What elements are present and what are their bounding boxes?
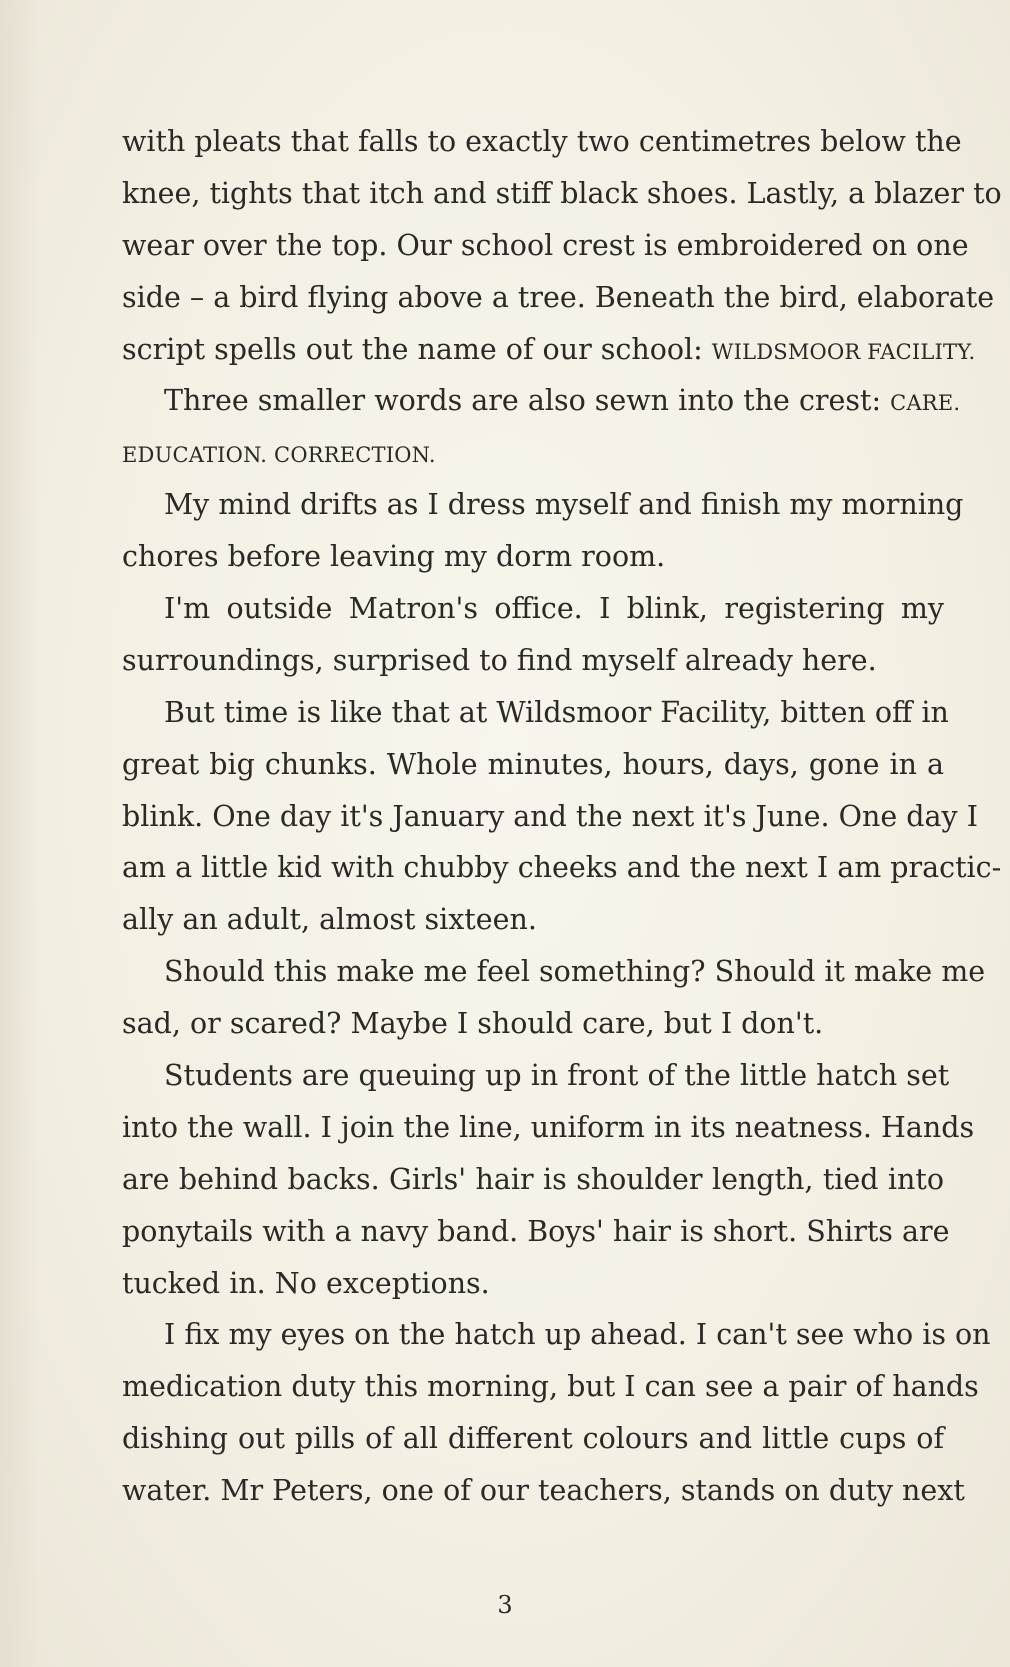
text-line: wear over the top. Our school crest is embroidered on one xyxy=(122,228,969,262)
text-line: into the wall. I join the line, uniform in its neatness. Hands xyxy=(122,1110,975,1144)
text-line: surroundings, surprised to find myself already here. xyxy=(122,643,877,677)
text-line: Should this make me feel something? Should it make me xyxy=(164,955,986,989)
spine-shadow xyxy=(0,0,40,1667)
text-line: ally an adult, almost sixteen. xyxy=(122,903,537,937)
school-name-smallcaps: WILDSMOOR FACILITY. xyxy=(711,339,976,364)
text-line: with pleats that falls to exactly two centimetres below the xyxy=(122,125,962,158)
text-line: But time is like that at Wildsmoor Facility, bitten off in xyxy=(164,695,949,729)
page-number: 3 xyxy=(497,1591,513,1619)
line-text: Three smaller words are also sewn into the crest: xyxy=(164,384,882,418)
crest-word-smallcaps: CARE. xyxy=(890,391,961,416)
text-line xyxy=(122,427,944,479)
text-line: medication duty this morning, but I can see a pair of hands xyxy=(122,1370,979,1404)
text-line: are behind backs. Girls' hair is shoulder length, tied into xyxy=(122,1162,944,1196)
text-line: Students are queuing up in front of the little hatch set xyxy=(164,1059,950,1093)
text-line: water. Mr Peters, one of our teachers, stands on duty next xyxy=(122,1474,965,1508)
line-text: script spells out the name of our school: xyxy=(122,332,703,366)
text-line: great big chunks. Whole minutes, hours, days, gone in a xyxy=(122,747,944,781)
text-line: side – a bird flying above a tree. Beneath the bird, elaborate xyxy=(122,280,995,314)
text-line: knee, tights that itch and stiff black shoes. Lastly, a blazer to xyxy=(122,176,1002,210)
crest-words-smallcaps: EDUCATION. CORRECTION. xyxy=(122,443,436,468)
text-line: chores before leaving my dorm room. xyxy=(122,540,666,574)
text-line: tucked in. No exceptions. xyxy=(122,1266,490,1300)
text-line: sad, or scared? Maybe I should care, but I don't. xyxy=(122,1007,824,1041)
text-line: ponytails with a navy band. Boys' hair is short. Shirts are xyxy=(122,1214,950,1248)
body-text xyxy=(122,116,1002,1517)
text-line: blink. One day it's January and the next it's June. One day I xyxy=(122,799,978,833)
text-line: am a little kid with chubby cheeks and the next I am practic- xyxy=(122,851,1002,885)
text-line: I'm outside Matron's office. I blink, registering my xyxy=(164,592,944,626)
text-line: dishing out pills of all different colours and little cups of xyxy=(122,1422,944,1456)
text-line: My mind drifts as I dress myself and finish my morning xyxy=(164,488,964,522)
text-line xyxy=(122,375,961,427)
text-line xyxy=(122,324,976,376)
text-line: I fix my eyes on the hatch up ahead. I can't see who is on xyxy=(164,1318,991,1352)
